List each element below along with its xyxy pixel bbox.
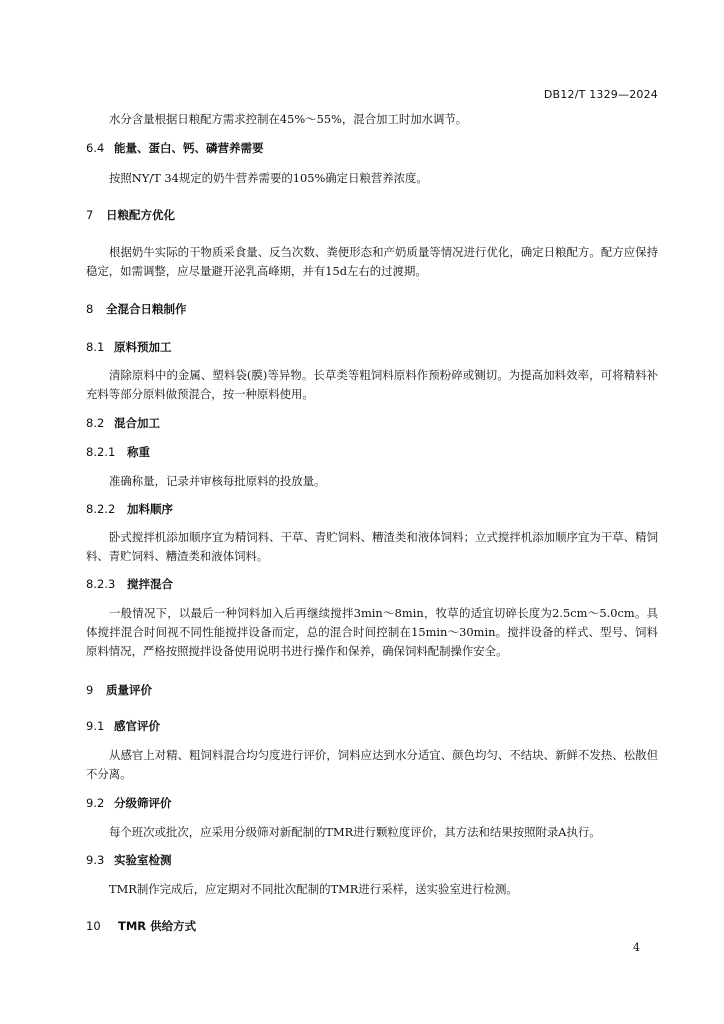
heading-9-2 <box>86 795 172 811</box>
heading-title: 感官评价 <box>114 719 160 733</box>
paragraph-6-4: 按照NY/T 34规定的奶牛营养需要的105%确定日粮营养浓度。 <box>109 171 428 185</box>
paragraph-9-2: 每个班次或批次，应采用分级筛对新配制的TMR进行颗粒度评价，其方法和结果按照附录A执行。 <box>109 825 601 839</box>
heading-number: 10 <box>86 919 101 933</box>
paragraph-water-content: 水分含量根据日粮配方需求控制在45%～55%，混合加工时加水调节。 <box>109 112 468 126</box>
heading-8-2-1 <box>86 444 150 460</box>
heading-title: 搅拌混合 <box>127 577 173 591</box>
heading-9 <box>86 682 152 698</box>
heading-8-2-3 <box>86 576 173 592</box>
heading-number: 9.3 <box>86 853 105 867</box>
heading-title: TMR 供给方式 <box>118 919 197 933</box>
heading-number: 8.2.2 <box>86 502 116 516</box>
heading-8-2-2 <box>86 501 173 517</box>
paragraph-7: 根据奶牛实际的干物质采食量、反刍次数、粪便形态和产奶质量等情况进行优化，确定日粮配方。配方应保持稳定，如需调整，应尽量避开泌乳高峰期，并有15d左右的过渡期。 <box>86 245 658 278</box>
heading-number: 8.1 <box>86 340 105 354</box>
heading-number: 9.2 <box>86 796 105 810</box>
heading-title: 混合加工 <box>114 416 160 430</box>
heading-9-1 <box>86 718 160 734</box>
heading-title: 称重 <box>127 445 150 459</box>
page-number: 4 <box>633 941 640 954</box>
heading-8 <box>86 301 187 317</box>
heading-title: 全混合日粮制作 <box>106 302 187 316</box>
paragraph-8-2-3: 一般情况下，以最后一种饲料加入后再继续搅拌3min～8min，牧草的适宜切碎长度为2.5cm～5.0cm。具体搅拌混合时间视不同性能搅拌设备而定，总的混合时间控制在15min～30min。搅拌设备的样式、型号、饲料原料情况，严格按照搅拌设备使用说明书进行操作和保养，确保饲料配制操作安全。 <box>86 606 658 658</box>
heading-8-2 <box>86 415 160 431</box>
heading-title: 日粮配方优化 <box>106 208 175 222</box>
heading-number: 6.4 <box>86 141 105 155</box>
heading-number: 8.2 <box>86 416 105 430</box>
heading-9-3 <box>86 852 172 868</box>
paragraph-9-3: TMR制作完成后，应定期对不同批次配制的TMR进行采样，送实验室进行检测。 <box>109 882 518 896</box>
heading-title: 能量、蛋白、钙、磷营养需要 <box>114 141 264 155</box>
paragraph-8-2-1: 准确称量，记录并审核每批原料的投放量。 <box>109 474 326 488</box>
heading-number: 7 <box>86 208 94 222</box>
heading-number: 9.1 <box>86 719 105 733</box>
standard-code: DB12/T 1329—2024 <box>543 88 658 101</box>
paragraph-8-2-2: 卧式搅拌机添加顺序宜为精饲料、干草、青贮饲料、糟渣类和液体饲料；立式搅拌机添加顺序宜为干草、精饲料、青贮饲料、糟渣类和液体饲料。 <box>86 530 658 563</box>
heading-title: 加料顺序 <box>127 502 173 516</box>
heading-title: 分级筛评价 <box>114 796 172 810</box>
paragraph-8-1: 清除原料中的金属、塑料袋(膜)等异物。长草类等粗饲料原料作预粉碎或铡切。为提高加料效率，可将精料补充料等部分原料做预混合，按一种原料使用。 <box>86 368 658 401</box>
heading-number: 8.2.3 <box>86 577 116 591</box>
heading-title: 实验室检测 <box>114 853 172 867</box>
heading-6-4 <box>86 140 264 156</box>
heading-title: 原料预加工 <box>114 340 172 354</box>
heading-7 <box>86 207 175 223</box>
heading-8-1 <box>86 339 172 355</box>
heading-number: 9 <box>86 683 94 697</box>
heading-number: 8.2.1 <box>86 445 116 459</box>
paragraph-9-1: 从感官上对精、粗饲料混合均匀度进行评价，饲料应达到水分适宜、颜色均匀、不结块、新鲜不发热、松散但不分离。 <box>86 748 658 781</box>
heading-number: 8 <box>86 302 94 316</box>
heading-10 <box>86 918 196 934</box>
heading-title: 质量评价 <box>106 683 152 697</box>
